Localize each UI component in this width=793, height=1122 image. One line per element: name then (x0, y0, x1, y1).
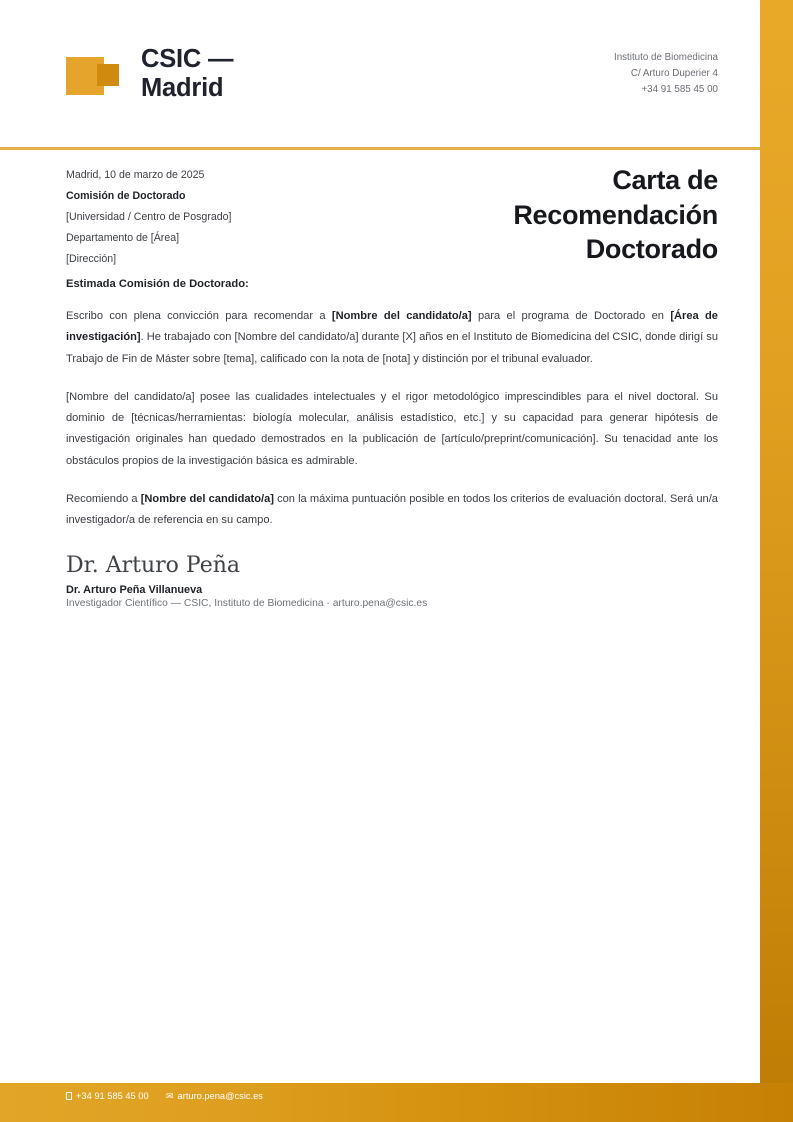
signature-role: Investigador Científico — CSIC, Instituto de Biomedicina · arturo.pena@csic.es (66, 597, 428, 609)
paragraph-emphasis: [Nombre del candidato/a] (331, 310, 472, 322)
header-divider (0, 147, 760, 150)
recipient-department: Departamento de [Área] (66, 231, 180, 244)
phone-icon (66, 1092, 72, 1100)
footer-phone-text: +34 91 585 45 00 (76, 1091, 149, 1101)
header-address: C/ Arturo Duperier 4 (630, 68, 718, 80)
letter-date: Madrid, 10 de marzo de 2025 (66, 169, 205, 181)
letter-salutation: Estimada Comisión de Doctorado: (66, 278, 249, 290)
signature-name: Dr. Arturo Peña Villanueva (66, 583, 203, 596)
logo-square-small (97, 64, 119, 86)
signature-script: Dr. Arturo Peña (66, 553, 241, 578)
envelope-icon: ✉ (166, 1091, 174, 1101)
paragraph-text: [Nombre del candidato/a] posee las cualidades intelectuales y el rigor metodológico imprescindibles para el nivel doctoral. Su dominio de [técnicas/herramientas: biología molecular, análisis estadístico, etc.] y su capacidad para generar hipótesis de investigación originales han quedado demostrados en la publicación de [artículo/preprint/comunicación]. Su tenacidad ante los obstáculos propios de la investigación básica es admirable. (66, 390, 718, 467)
header-contact-block (614, 50, 718, 98)
letter-paragraph (66, 306, 718, 370)
csic-squares-logo-icon (66, 53, 124, 95)
recipient-committee: Comisión de Doctorado (66, 189, 186, 202)
letter-footer (0, 1083, 793, 1122)
paragraph-text: . He trabajado con [Nombre del candidato/a] durante [X] años en el Instituto de Biomedicina del CSIC, donde dirigí su Trabajo de Fin de Máster sobre [tema], calificado con la nota de [nota] y distinción por el tribunal evaluador. (66, 331, 718, 365)
right-accent-band (760, 0, 793, 1084)
paragraph-text: Recomiendo a (66, 493, 141, 506)
footer-item-phone (66, 1089, 166, 1104)
letter-body (0, 278, 760, 549)
letter-header (0, 0, 760, 148)
page-title: Carta de Recomendación Doctorado (513, 165, 718, 265)
recipient-block (66, 163, 231, 270)
paragraph-text: Escribo con plena convicción para recomendar a (66, 310, 332, 322)
signature-block (66, 552, 666, 609)
header-phone: +34 91 585 45 00 (641, 83, 718, 95)
paragraph-text: con la máxima puntuación posible en todos los criterios de evaluación doctoral. Será un/a investigador/a de referencia en su campo. (66, 493, 718, 527)
paragraph-emphasis: [Nombre del candidato/a] (140, 493, 274, 506)
meta-row (0, 163, 760, 270)
footer-email-text[interactable]: arturo.pena@csic.es (177, 1091, 263, 1101)
brand-block (66, 45, 271, 102)
header-institute: Instituto de Biomedicina (613, 52, 718, 64)
footer-item-email[interactable] (166, 1089, 263, 1104)
paragraph-emphasis: [Área de investigación] (66, 310, 718, 344)
letter-paragraph (66, 387, 718, 472)
letter-paragraphs (66, 306, 718, 532)
paragraph-text: para el programa de Doctorado en (471, 310, 671, 322)
recipient-institution: [Universidad / Centro de Posgrado] (66, 210, 232, 223)
letter-paragraph (66, 489, 718, 532)
brand-name: CSIC — Madrid (141, 45, 234, 102)
recipient-address: [Dirección] (66, 252, 117, 265)
